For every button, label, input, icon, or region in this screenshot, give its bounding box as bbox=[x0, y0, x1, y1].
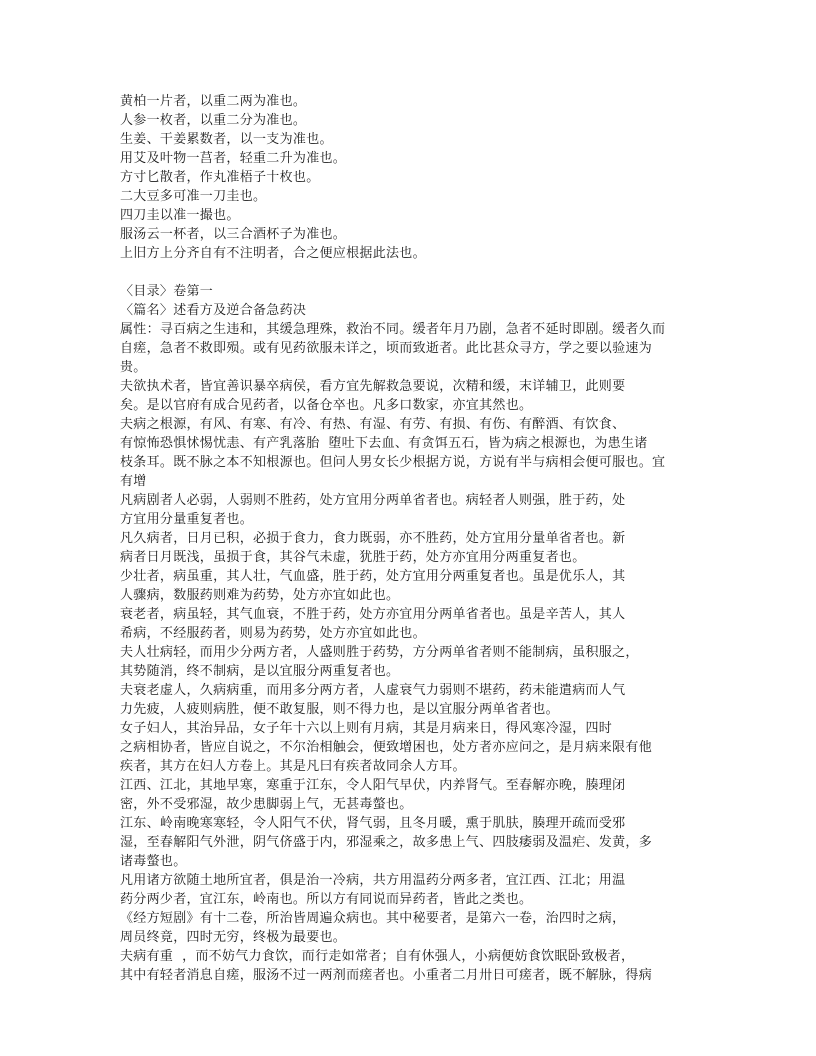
chapter-title: 〈篇名〉述看方及逆合备急药决 bbox=[120, 303, 307, 318]
text-line: 生姜、干姜累数者，以一支为准也。 bbox=[120, 132, 333, 147]
text-line: 上旧方上分齐自有不注明者，合之便应根据此法也。 bbox=[120, 246, 426, 261]
text-line: 希病，不经服药者，则易为药势，处方亦宜如此也。 bbox=[120, 626, 426, 641]
text-line: 方寸匕散者，作丸准梧子十枚也。 bbox=[120, 170, 320, 185]
text-line: 服汤云一杯者，以三合酒杯子为准也。 bbox=[120, 227, 347, 242]
text-line: 女子妇人，其治异品，女子年十六以上则有月病，其是月病来日，得风寒冷湿，四时 bbox=[120, 721, 613, 736]
paragraph-gap bbox=[120, 263, 706, 282]
text-line: 江西、江北，其地早寒，寒重于江东，令人阳气早伏，内养肾气。至春解亦晚，腠理闭 bbox=[120, 778, 626, 793]
text-line: 之病相协者，皆应自说之，不尔治相触会，便致增困也，处方者亦应问之，是月病来限有他 bbox=[120, 740, 653, 755]
text-line: 夫欲执术者，皆宜善识暴卒病侯，看方宜先解救急要说，次精和缓，末详辅卫，此则要 bbox=[120, 379, 626, 394]
text-line: 贵。 bbox=[120, 360, 147, 375]
document-page bbox=[120, 92, 706, 985]
text-line: 药分两少者，宜江东，岭南也。所以方有同说而异药者，皆此之类也。 bbox=[120, 892, 533, 907]
text-line: 矣。是以官府有成合见药者，以备仓卒也。凡多口数家，亦宜其然也。 bbox=[120, 398, 533, 413]
text-line: 少壮者，病虽重，其人壮，气血盛，胜于药，处方宜用分两重复者也。虽是优乐人，其 bbox=[120, 569, 626, 584]
text-line: 《经方短剧》有十二卷，所治皆周遍众病也。其中秘要者，是第六一卷，治四时之病， bbox=[120, 911, 626, 926]
text-line: 夫衰老虚人，久病病重，而用多分两方者，人虚衰气力弱则不堪药，药未能遣病而人气 bbox=[120, 683, 626, 698]
text-line: 用艾及叶物一莒者，轻重二升为准也。 bbox=[120, 151, 347, 166]
text-line: 诸毒螫也。 bbox=[120, 854, 187, 869]
text-line: 其势随消，终不制病，是以宜服分两重复者也。 bbox=[120, 664, 400, 679]
text-line: 夫人壮病轻，而用少分两方者，人盛则胜于药势，方分两单省者则不能制病，虽积服之， bbox=[120, 645, 639, 660]
text-line: 江东、岭南晚寒寒轻，令人阳气不伏，肾气弱，且冬月暖，熏于肌肤，腠理开疏而受邪 bbox=[120, 816, 626, 831]
text-line: 疾者，其方在妇人方卷上。其是凡曰有疾者故同余人方耳。 bbox=[120, 759, 466, 774]
text-line: 凡久病者，日月已积，必损于食力，食力既弱，亦不胜药，处方宜用分量单省者也。新 bbox=[120, 531, 626, 546]
text-line: 自瘥，急者不救即殒。或有见药欲服未详之，顷而致逝者。此比甚众寻方，学之要以验速为 bbox=[120, 341, 653, 356]
text-line: 枝条耳。既不脉之本不知根源也。但问人男女长少根据方说，方说有半与病相会便可服也。宜 bbox=[120, 455, 666, 470]
text-line: 凡病剧者人必弱，人弱则不胜药，处方宜用分两单省者也。病轻者人则强，胜于药，处 bbox=[120, 493, 626, 508]
text-line: 衰老者，病虽轻，其气血衰，不胜于药，处方亦宜用分两单省者也。虽是辛苦人，其人 bbox=[120, 607, 626, 622]
text-line: 人骤病，数服药则难为药势，处方亦宜如此也。 bbox=[120, 588, 400, 603]
text-line: 有惊怖恐惧怵惕忧恚、有产乳落胎 堕吐下去血、有贪饵五石，皆为病之根源也，为患生诸 bbox=[120, 436, 648, 451]
measures-block bbox=[120, 92, 706, 263]
text-line: 密，外不受邪湿，故少患脚弱上气，无甚毒螫也。 bbox=[120, 797, 413, 812]
text-line: 黄柏一片者，以重二两为准也。 bbox=[120, 94, 307, 109]
text-line: 方宜用分量重复者也。 bbox=[120, 512, 254, 527]
text-line: 夫病有重 ，而不妨气力食饮，而行走如常者；自有休强人，小病便妨食饮眠卧致极者， bbox=[120, 949, 635, 964]
text-line: 属性：寻百病之生违和，其缓急理殊，救治不同。缓者年月乃剧，急者不延时即剧。缓者久而 bbox=[120, 322, 666, 337]
chapter-block bbox=[120, 282, 706, 985]
text-line: 湿，至春解阳气外泄，阴气侪盛于内，邪湿乘之，故多患上气、四肢痿弱及温疟、发黄，多 bbox=[120, 835, 653, 850]
text-line: 凡用诸方欲随土地所宜者，俱是治一冷病，共方用温药分两多者，宜江西、江北；用温 bbox=[120, 873, 626, 888]
text-line: 四刀圭以准一撮也。 bbox=[120, 208, 240, 223]
text-line: 夫病之根源，有风、有寒、有冷、有热、有湿、有劳、有损、有伤、有醉酒、有饮食、 bbox=[120, 417, 626, 432]
catalog-heading: 〈目录〉卷第一 bbox=[120, 284, 214, 299]
text-line: 人参一枚者，以重二分为准也。 bbox=[120, 113, 307, 128]
text-line: 其中有轻者消息自瘥，服汤不过一两剂而瘥者也。小重者二月卅日可瘥者，既不解脉，得病 bbox=[120, 968, 653, 983]
text-line: 力先疲，人疲则病胜，便不敢复服，则不得力也，是以宜服分两单省者也。 bbox=[120, 702, 559, 717]
text-line: 有增 bbox=[120, 474, 147, 489]
text-line: 周员终竟，四时无穷，终极为最要也。 bbox=[120, 930, 347, 945]
text-line: 二大豆多可准一刀圭也。 bbox=[120, 189, 267, 204]
text-line: 病者日月既浅，虽损于食，其谷气未虚，犹胜于药，处方亦宜用分两重复者也。 bbox=[120, 550, 586, 565]
